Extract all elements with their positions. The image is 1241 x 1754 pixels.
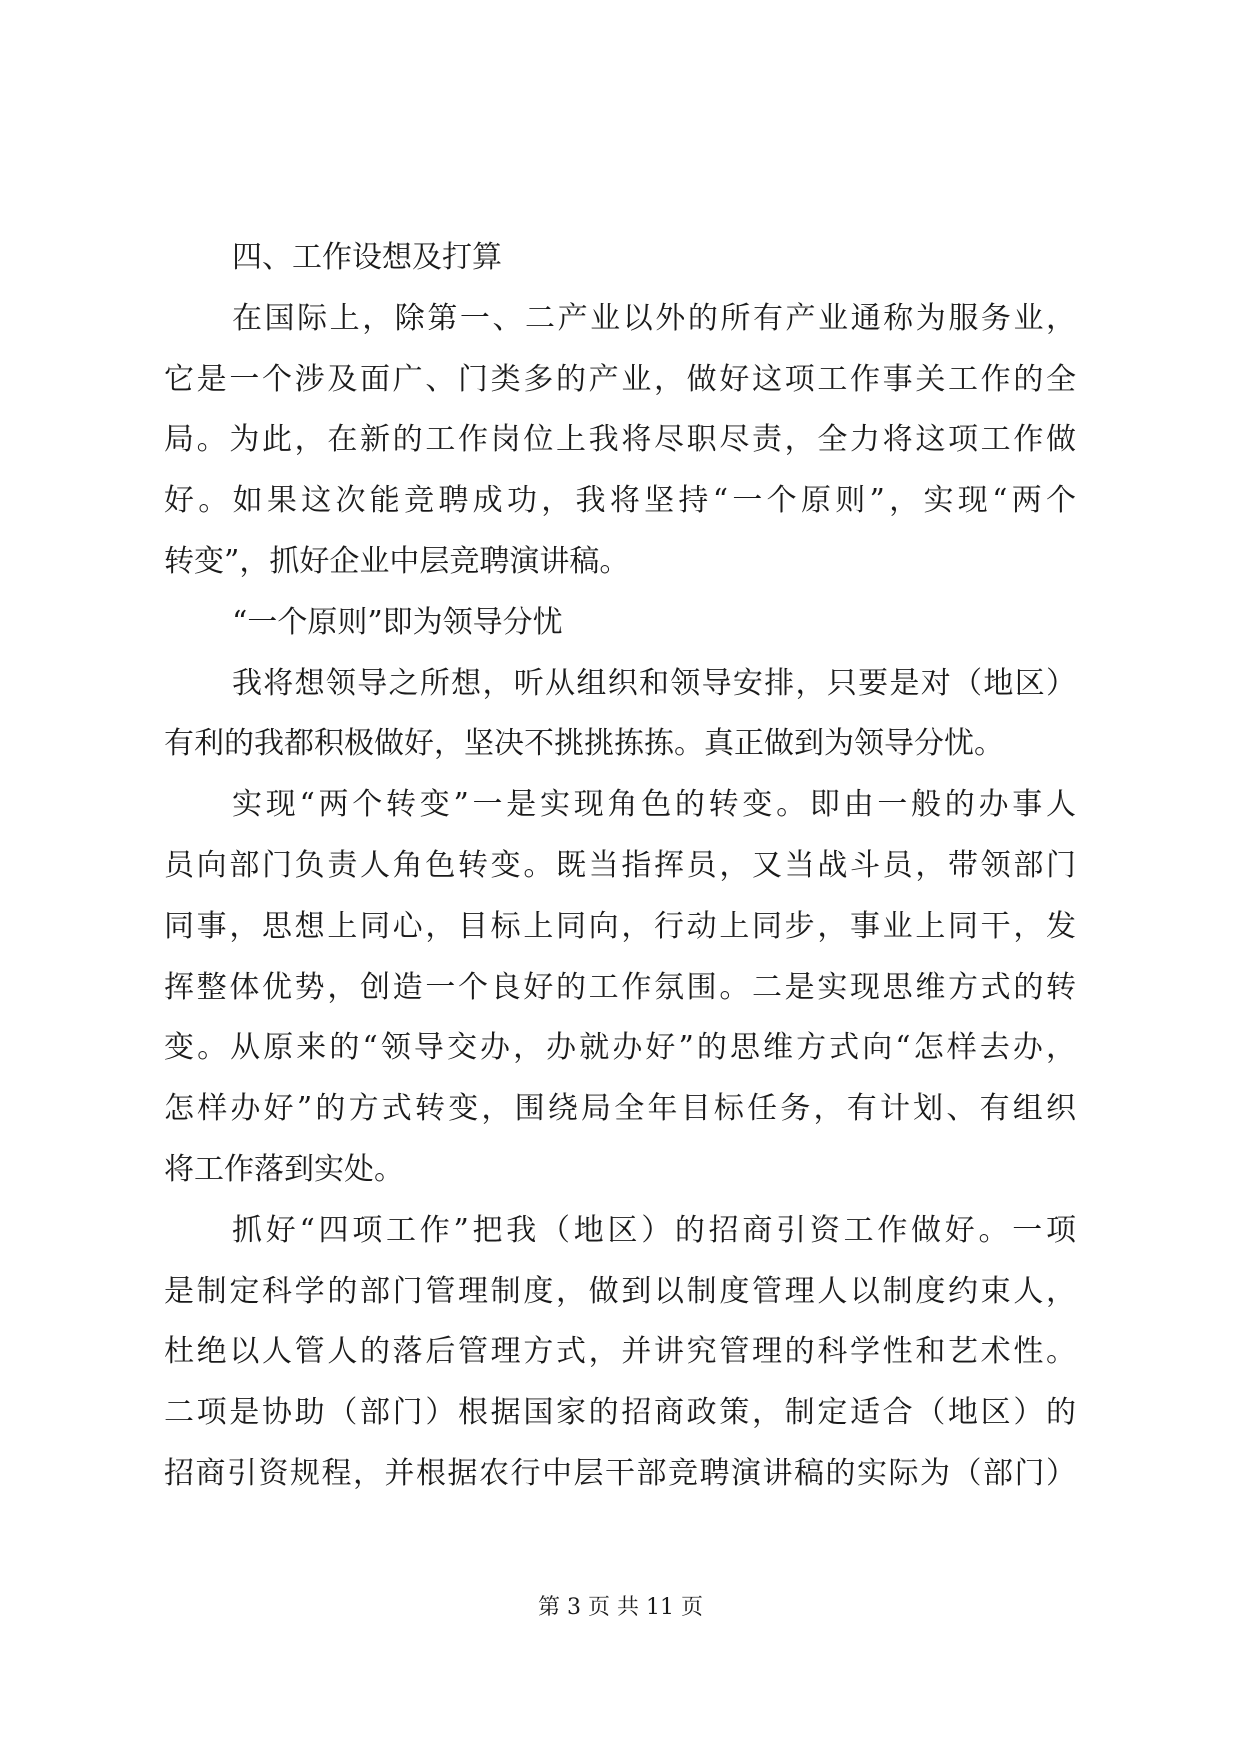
text-line: 招商引资规程，并根据农行中层干部竞聘演讲稿的实际为（部门） (164, 1455, 1076, 1491)
text-line: 同事，思想上同心，目标上同向，行动上同步，事业上同干，发 (164, 908, 1076, 944)
text-line: 抓好“四项工作”把我（地区）的招商引资工作做好。一项 (232, 1212, 1076, 1248)
text-line: “一个原则”即为领导分忧 (232, 604, 563, 640)
text-line: 局。为此，在新的工作岗位上我将尽职尽责，全力将这项工作做 (164, 422, 1076, 458)
page-footer: 第 3 页 共 11 页 (538, 1595, 703, 1620)
text-line: 它是一个涉及面广、门类多的产业，做好这项工作事关工作的全 (164, 361, 1076, 397)
text-line: 员向部门负责人角色转变。既当指挥员，又当战斗员，带领部门 (164, 847, 1076, 883)
text-line: 好。如果这次能竞聘成功，我将坚持“一个原则”，实现“两个 (164, 483, 1076, 519)
text-line: 在国际上，除第一、二产业以外的所有产业通称为服务业， (232, 300, 1076, 336)
text-line: 有利的我都积极做好，坚决不挑挑拣拣。真正做到为领导分忧。 (164, 726, 1004, 762)
text-line: 变。从原来的“领导交办，办就办好”的思维方式向“怎样去办， (164, 1030, 1076, 1066)
text-line: 我将想领导之所想，听从组织和领导安排，只要是对（地区） (232, 665, 1076, 701)
text-line: 将工作落到实处。 (164, 1151, 404, 1187)
text-line: 是制定科学的部门管理制度，做到以制度管理人以制度约束人， (164, 1273, 1076, 1309)
document-body (164, 228, 1076, 1505)
text-line: 怎样办好”的方式转变，围绕局全年目标任务，有计划、有组织 (164, 1091, 1076, 1127)
text-line: 转变”，抓好企业中层竞聘演讲稿。 (164, 543, 630, 579)
text-line: 杜绝以人管人的落后管理方式，并讲究管理的科学性和艺术性。 (164, 1334, 1076, 1370)
text-line: 挥整体优势，创造一个良好的工作氛围。二是实现思维方式的转 (164, 969, 1076, 1005)
text-line: 四、工作设想及打算 (232, 240, 502, 275)
text-line: 二项是协助（部门）根据国家的招商政策，制定适合（地区）的 (164, 1395, 1076, 1431)
text-line: 实现“两个转变”一是实现角色的转变。即由一般的办事人 (232, 787, 1076, 823)
